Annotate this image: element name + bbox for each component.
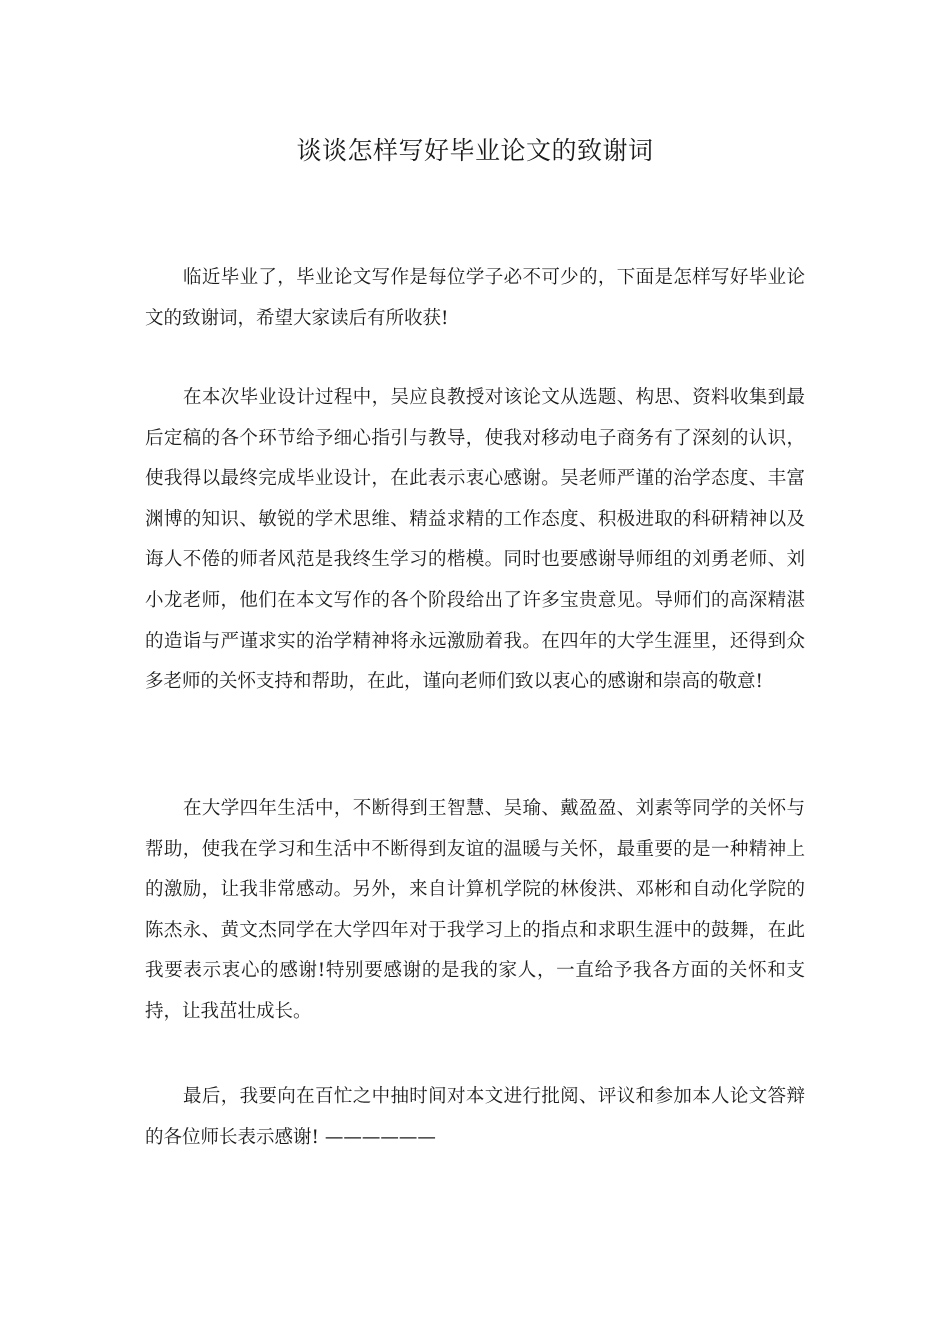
document-title: 谈谈怎样写好毕业论文的致谢词 bbox=[296, 136, 654, 165]
paragraph-thanks-advisor: 在本次毕业设计过程中，吴应良教授对该论文从选题、构思、资料收集到最后定稿的各个环节给予细心指引与教导，使我对移动电子商务有了深刻的认识，使我得以最终完成毕业设计，在此表示衷心感谢。吴老师严谨的治学态度、丰富渊博的知识、敏锐的学术思维、精益求精的工作态度、积极进取的科研精神以及诲人不倦的师者风范是我终生学习的楷模。同时也要感谢导师组的刘勇老师、刘小龙老师，他们在本文写作的各个阶段给出了许多宝贵意见。导师们的高深精湛的造诣与严谨求实的治学精神将永远激励着我。在四年的大学生涯里，还得到众多老师的关怀支持和帮助，在此，谨向老师们致以衷心的感谢和崇高的敬意! bbox=[145, 387, 805, 693]
paragraph-closing: 最后，我要向在百忙之中抽时间对本文进行批阅、评议和参加本人论文答辩的各位师长表示感谢! —————— bbox=[145, 1086, 805, 1148]
paragraph-thanks-classmates: 在大学四年生活中，不断得到王智慧、吴瑜、戴盈盈、刘素等同学的关怀与帮助，使我在学习和生活中不断得到友谊的温暖与关怀，最重要的是一种精神上的激励，让我非常感动。另外，来自计算机学院的林俊洪、邓彬和自动化学院的陈杰永、黄文杰同学在大学四年对于我学习上的指点和求职生涯中的鼓舞，在此我要表示衷心的感谢!特别要感谢的是我的家人，一直给予我各方面的关怀和支持，让我茁壮成长。 bbox=[145, 798, 805, 1022]
paragraph-intro: 临近毕业了，毕业论文写作是每位学子必不可少的，下面是怎样写好毕业论文的致谢词，希望大家读后有所收获! bbox=[145, 267, 805, 329]
